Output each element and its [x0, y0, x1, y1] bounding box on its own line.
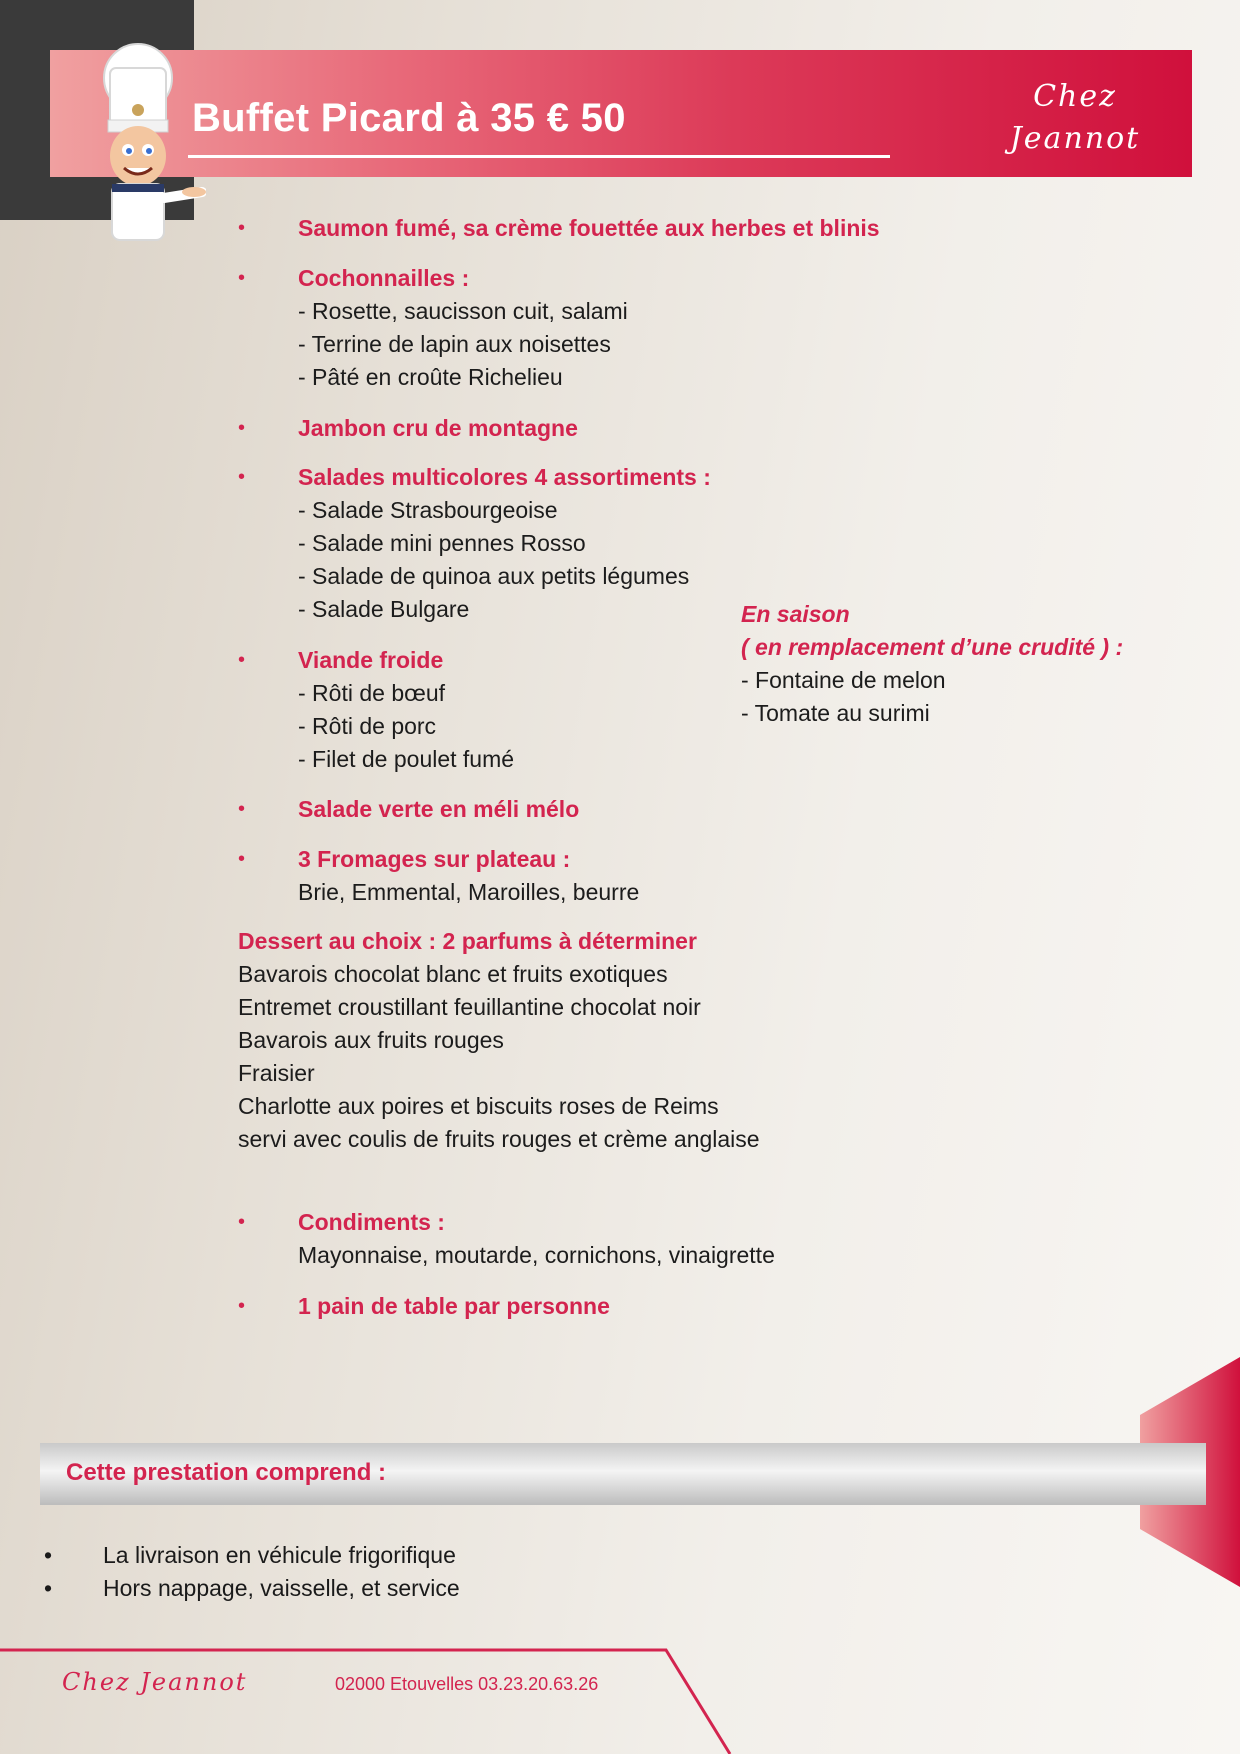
list-item — [238, 793, 579, 826]
list-item — [44, 1539, 456, 1572]
sub-item: - Terrine de lapin aux noisettes — [298, 331, 611, 357]
sub-item: - Salade de quinoa aux petits légumes — [298, 563, 690, 589]
list-item — [238, 461, 711, 626]
sub-item: Brie, Emmental, Maroilles, beurre — [298, 879, 640, 905]
list-item — [238, 262, 628, 394]
bullet-icon: • — [238, 267, 246, 289]
menu-item-jambon: Jambon cru de montagne — [298, 415, 578, 441]
menu-item-cochonnailles: Cochonnailles : — [298, 265, 470, 291]
season-item: - Fontaine de melon — [741, 667, 946, 693]
bullet-icon: • — [238, 466, 246, 488]
bullet-icon: • — [238, 848, 246, 870]
menu-item-salade-verte: Salade verte en méli mélo — [298, 796, 580, 822]
bullet-icon: • — [44, 1575, 53, 1601]
dessert-item: servi avec coulis de fruits rouges et crème anglaise — [238, 1126, 760, 1152]
sub-item: - Salade Strasbourgeoise — [298, 497, 558, 523]
sub-item: - Salade Bulgare — [298, 596, 470, 622]
menu-item-condiments: Condiments : — [298, 1209, 445, 1235]
footer-brand-logo: Chez Jeannot — [62, 1668, 248, 1696]
dessert-section — [238, 925, 760, 1156]
season-subtitle: ( en remplacement d’une crudité ) : — [741, 634, 1124, 660]
menu-item-salades: Salades multicolores 4 assortiments : — [298, 464, 711, 490]
brand-logo — [980, 76, 1170, 160]
brand-line-1: Chez — [1033, 79, 1117, 114]
sub-item: - Salade mini pennes Rosso — [298, 530, 586, 556]
dessert-item: Entremet croustillant feuillantine chocolat noir — [238, 994, 701, 1020]
list-item — [238, 1206, 775, 1272]
sub-item: - Rôti de bœuf — [298, 680, 445, 706]
sub-item: - Pâté en croûte Richelieu — [298, 364, 563, 390]
prestation-item: La livraison en véhicule frigorifique — [103, 1542, 456, 1568]
season-title: En saison — [741, 601, 850, 627]
sub-item: - Rosette, saucisson cuit, salami — [298, 298, 628, 324]
brand-line-2: Jeannot — [1009, 121, 1141, 156]
sub-item: - Rôti de porc — [298, 713, 437, 739]
menu-item-viande: Viande froide — [298, 647, 444, 673]
season-note — [741, 598, 1123, 730]
footer-address: 02000 Etouvelles 03.23.20.63.26 — [335, 1674, 599, 1694]
list-item — [238, 1290, 610, 1323]
list-item — [238, 644, 514, 776]
footer-line — [0, 1640, 1240, 1754]
bullet-icon: • — [238, 217, 246, 239]
prestation-item: Hors nappage, vaisselle, et service — [103, 1575, 460, 1601]
list-item — [238, 843, 639, 909]
list-item — [238, 412, 578, 445]
dessert-title: Dessert au choix : 2 parfums à déterminer — [238, 928, 697, 954]
bullet-icon: • — [238, 417, 246, 439]
menu-item-fromages: 3 Fromages sur plateau : — [298, 846, 571, 872]
bullet-icon: • — [238, 798, 246, 820]
list-item — [238, 212, 880, 245]
chef-mascot-icon — [70, 38, 206, 242]
sub-item: - Filet de poulet fumé — [298, 746, 515, 772]
list-item — [44, 1572, 460, 1605]
prestation-title: Cette prestation comprend : — [66, 1459, 387, 1486]
menu-item-saumon: Saumon fumé, sa crème fouettée aux herbes et blinis — [298, 215, 880, 241]
bullet-icon: • — [238, 1211, 246, 1233]
title-underline — [188, 155, 890, 158]
page-title: Buffet Picard à 35 € 50 — [192, 96, 626, 140]
dessert-item: Bavarois chocolat blanc et fruits exotiques — [238, 961, 668, 987]
dessert-item: Fraisier — [238, 1060, 315, 1086]
dessert-item: Charlotte aux poires et biscuits roses de Reims — [238, 1093, 719, 1119]
bullet-icon: • — [238, 1295, 246, 1317]
menu-item-pain: 1 pain de table par personne — [298, 1293, 610, 1319]
bullet-icon: • — [44, 1542, 53, 1568]
season-item: - Tomate au surimi — [741, 700, 930, 726]
dessert-item: Bavarois aux fruits rouges — [238, 1027, 504, 1053]
bullet-icon: • — [238, 649, 246, 671]
sub-item: Mayonnaise, moutarde, cornichons, vinaigrette — [298, 1242, 775, 1268]
